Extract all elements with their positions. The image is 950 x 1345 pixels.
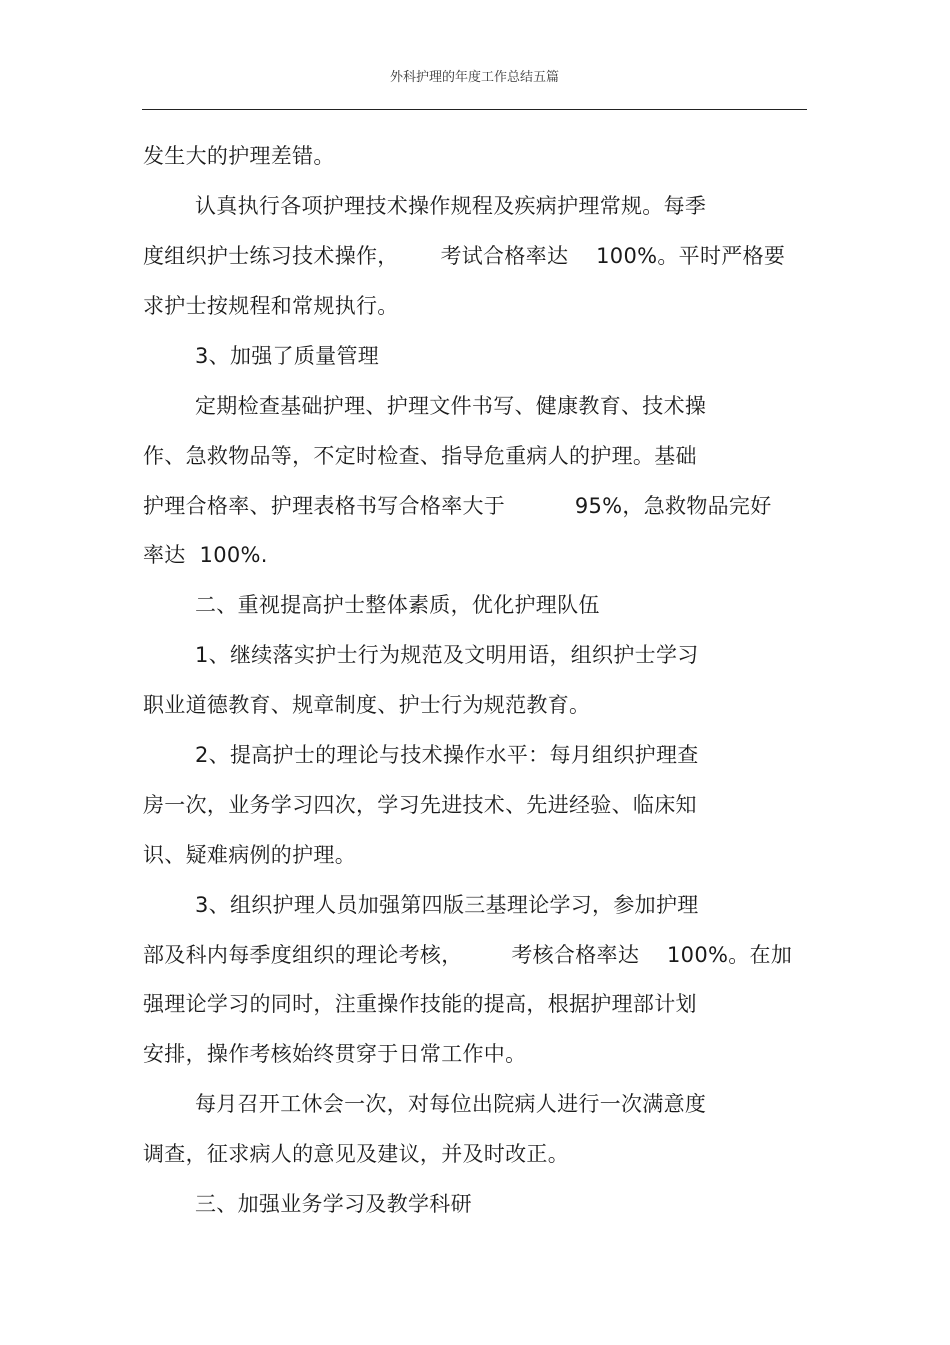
paragraph-line: 3、组织护理人员加强第四版三基理论学习，参加护理 (195, 893, 699, 917)
paragraph-line: 认真执行各项护理技术操作规程及疾病护理常规。每季 (195, 194, 707, 218)
paragraph-line: 率达 100%. (143, 543, 268, 567)
paragraph-line: 强理论学习的同时，注重操作技能的提高，根据护理部计划 (143, 992, 697, 1016)
paragraph-line: 职业道德教育、规章制度、护士行为规范教育。 (143, 693, 591, 717)
paragraph-line: 发生大的护理差错。 (143, 144, 335, 168)
paragraph-line: 2、提高护士的理论与技术操作水平：每月组织护理查 (195, 743, 699, 767)
section-heading: 3、加强了质量管理 (195, 344, 380, 368)
paragraph-line: 护理合格率、护理表格书写合格率大于 95%，急救物品完好 (143, 494, 772, 518)
section-heading: 二、重视提高护士整体素质，优化护理队伍 (195, 593, 600, 617)
paragraph-line: 调查，征求病人的意见及建议，并及时改正。 (143, 1142, 569, 1166)
page-header-title: 外科护理的年度工作总结五篇 (389, 70, 559, 85)
paragraph-line: 作、急救物品等，不定时检查、指导危重病人的护理。基础 (143, 444, 697, 468)
paragraph-line: 部及科内每季度组织的理论考核， 考核合格率达 100%。在加 (143, 943, 793, 967)
paragraph-line: 求护士按规程和常规执行。 (143, 294, 399, 318)
paragraph-line: 房一次，业务学习四次，学习先进技术、先进经验、临床知 (143, 793, 697, 817)
paragraph-line: 每月召开工休会一次，对每位出院病人进行一次满意度 (195, 1092, 707, 1116)
paragraph-line: 安排，操作考核始终贯穿于日常工作中。 (143, 1042, 527, 1066)
paragraph-line: 1、继续落实护士行为规范及文明用语，组织护士学习 (195, 643, 699, 667)
paragraph-line: 定期检查基础护理、护理文件书写、健康教育、技术操 (195, 394, 707, 418)
section-heading: 三、加强业务学习及教学科研 (195, 1192, 472, 1216)
paragraph-line: 度组织护士练习技术操作， 考试合格率达 100%。平时严格要 (143, 244, 786, 268)
paragraph-line: 识、疑难病例的护理。 (143, 843, 356, 867)
